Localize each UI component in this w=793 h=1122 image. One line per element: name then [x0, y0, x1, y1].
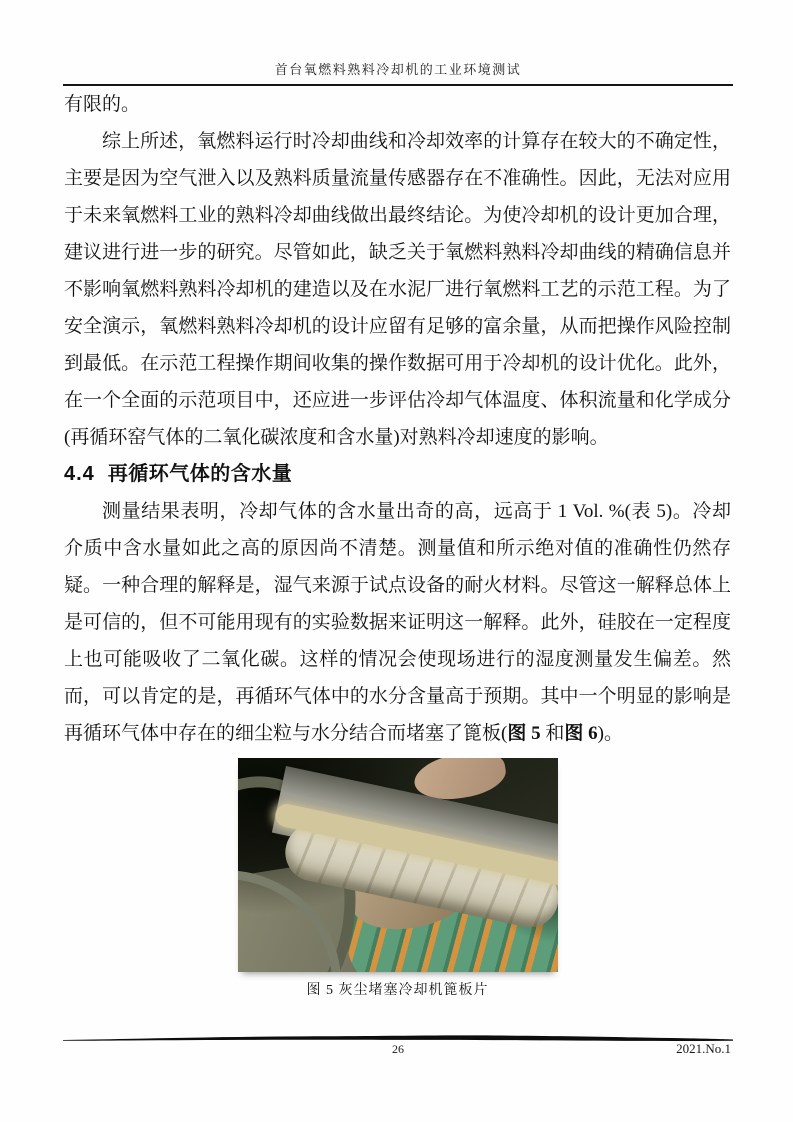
page-body — [64, 86, 731, 1001]
paragraph-connector: 和 — [540, 723, 565, 744]
page-number: 26 — [392, 1042, 404, 1056]
figure5-caption: 图 5 灰尘堵塞冷却机篦板片 — [306, 983, 489, 998]
paragraph-continuation: 有限的。 — [64, 94, 141, 115]
paragraph-water-content-text: 测量结果表明，冷却气体的含水量出奇的高，远高于 1 Vol. %(表 5)。冷却介质中含水量如此之高的原因尚不清楚。测量值和所示绝对值的准确性仍然存疑。一种合理的解释是，湿气来源于试点设备的耐火材料。尽管这一解释总体上是可信的，但不可能用现有的实验数据来证明这一解释。此外，硅胶在一定程度上也可能吸收了二氧化碳。这样的情况会使现场进行的湿度测量发生偏差。然而，可以肯定的是，再循环气体中的水分含量高于预期。其中一个明显的影响是再循环气体中存在的细尘粒与水分结合而堵塞了篦板( — [64, 501, 731, 744]
paragraph-summary: 综上所述，氧燃料运行时冷却曲线和冷却效率的计算存在较大的不确定性，主要是因为空气泄入以及熟料质量流量传感器存在不准确性。因此，无法对应用于未来氧燃料工业的熟料冷却曲线做出最终结论。为使冷却机的设计更加合理，建议进行进一步的研究。尽管如此，缺乏关于氧燃料熟料冷却曲线的精确信息并不影响氧燃料熟料冷却机的建造以及在水泥厂进行氧燃料工艺的示范工程。为了安全演示，氧燃料熟料冷却机的设计应留有足够的富余量，从而把操作风险控制到最低。在示范工程操作期间收集的操作数据可用于冷却机的设计优化。此外，在一个全面的示范项目中，还应进一步评估冷却气体温度、体积流量和化学成分(再循环窑气体的二氧化碳浓度和含水量)对熟料冷却速度的影响。 — [64, 131, 731, 448]
issue-label: 2021.No.1 — [676, 1041, 731, 1056]
figure6-reference: 图 6 — [564, 723, 598, 744]
running-header-title: 首台氧燃料熟料冷却机的工业环境测试 — [274, 62, 522, 77]
paragraph-closing: )。 — [597, 723, 623, 744]
paragraph-water-content — [64, 493, 731, 752]
figure5-reference: 图 5 — [507, 723, 541, 744]
section-heading — [64, 456, 731, 493]
section-number: 4.4 — [64, 463, 95, 485]
figure5-photo — [238, 758, 558, 972]
section-title: 再循环气体的含水量 — [107, 463, 293, 485]
